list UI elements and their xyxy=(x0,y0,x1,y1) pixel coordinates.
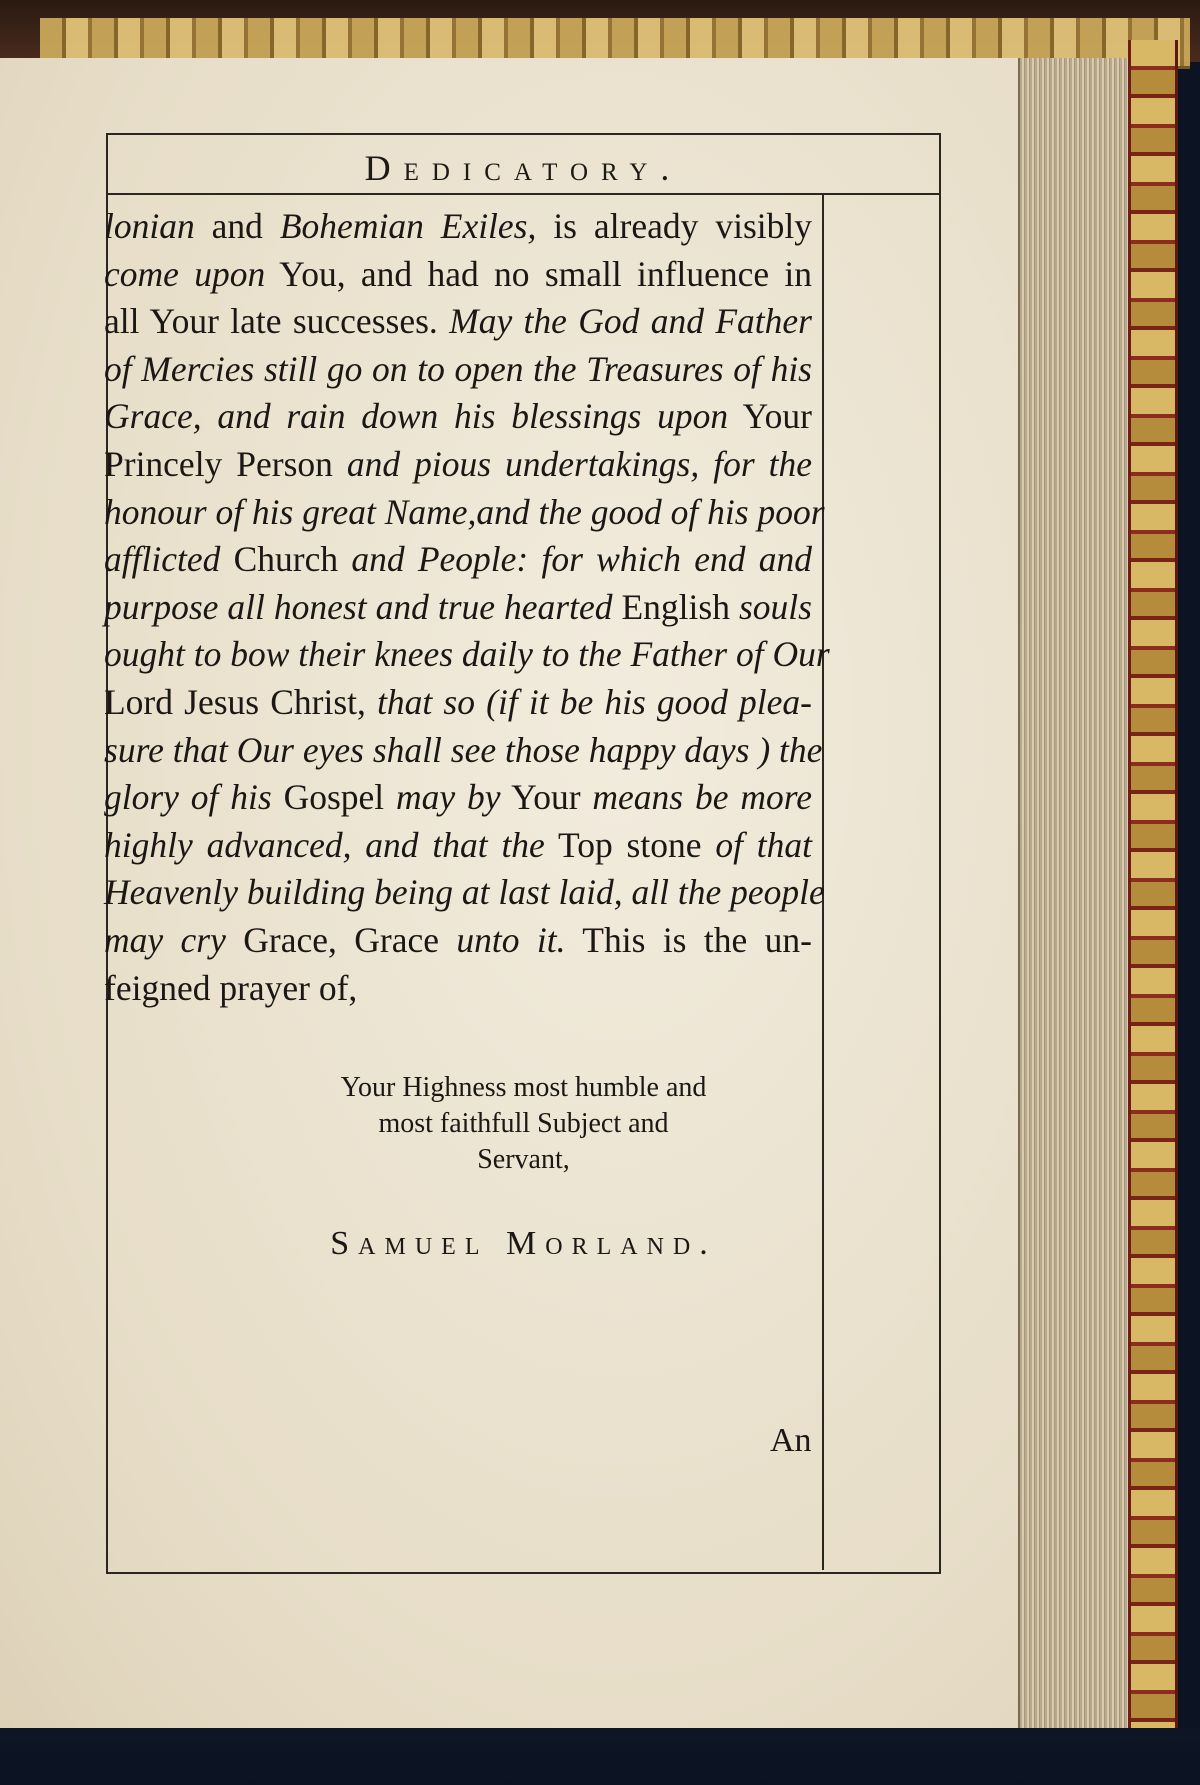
text-line xyxy=(104,441,812,489)
roman-run: Your xyxy=(728,396,812,437)
background-bottom xyxy=(0,1728,1200,1785)
italic-run: of Mercies still go on to open the Treasures of his xyxy=(104,348,812,389)
italic-run: and pious undertakings, for the xyxy=(346,443,812,484)
text-line xyxy=(104,251,812,299)
italic-run: honour of his great Name,and the good of his poor xyxy=(104,491,825,532)
signature: Samuel Morland. xyxy=(330,1225,717,1262)
text-line xyxy=(104,584,812,632)
italic-run: May the God and Father xyxy=(449,301,812,342)
italic-run: unto it. xyxy=(456,919,566,960)
text-line xyxy=(104,917,812,965)
text-line xyxy=(104,965,812,1013)
text-line xyxy=(104,346,812,394)
closing-block xyxy=(106,1070,941,1178)
roman-run: is already visibly xyxy=(536,206,812,246)
italic-run: lonian xyxy=(104,206,195,246)
italic-run: Bohemian Exiles, xyxy=(279,206,537,246)
text-line xyxy=(104,727,823,775)
text-line xyxy=(104,203,812,251)
closing-line-3: Servant, xyxy=(477,1144,570,1175)
running-head: Dedicatory. xyxy=(364,148,683,188)
text-line xyxy=(104,869,825,917)
italic-run: ought to bow their knees daily to the Father of Our xyxy=(104,634,830,675)
roman-run: This is the un- xyxy=(565,919,812,960)
head-rule xyxy=(106,193,941,195)
italic-run: Grace, and rain down his blessings upon xyxy=(104,396,729,437)
italic-run: may cry xyxy=(104,919,226,960)
roman-run: feigned prayer of, xyxy=(104,967,358,1008)
italic-run: that so (if it be his good plea- xyxy=(377,681,812,722)
italic-run: afflicted xyxy=(104,539,221,580)
gilt-edge-right xyxy=(1128,40,1178,1740)
roman-run: English xyxy=(612,586,739,627)
roman-run: Lord Jesus Christ, xyxy=(104,681,378,722)
roman-run: Gospel xyxy=(271,777,397,818)
italic-run: glory of his xyxy=(104,777,272,818)
text-line xyxy=(104,631,830,679)
roman-run: You, and had no small influence in xyxy=(265,253,812,294)
text-line xyxy=(104,822,812,870)
roman-run: Church xyxy=(220,539,352,580)
closing-line-2: most faithfull Subject and xyxy=(378,1108,669,1139)
roman-run: and xyxy=(194,206,280,246)
roman-run: Princely Person xyxy=(104,443,347,484)
roman-run: all Your late successes. xyxy=(104,301,450,342)
italic-run: purpose all honest and true hearted xyxy=(104,586,613,627)
italic-run: souls xyxy=(738,586,812,627)
roman-run: Top stone xyxy=(544,824,716,865)
top-rule xyxy=(106,133,941,135)
text-line xyxy=(104,489,825,537)
italic-run: sure that Our eyes shall see those happy days ) the xyxy=(104,729,823,770)
italic-run: highly advanced, and that the xyxy=(104,824,545,865)
roman-run: Your xyxy=(500,777,593,818)
text-line xyxy=(104,298,812,346)
italic-run: and People: for which end and xyxy=(351,539,812,580)
text-line xyxy=(104,393,812,441)
text-line xyxy=(104,536,812,584)
page-block-edges xyxy=(1018,58,1132,1728)
body-text xyxy=(104,203,830,1012)
text-line xyxy=(104,679,812,727)
italic-run: of that xyxy=(715,824,813,865)
bottom-rule xyxy=(106,1572,941,1574)
roman-run: Grace, Grace xyxy=(225,919,457,960)
closing-line-1: Your Highness most humble and xyxy=(340,1072,707,1103)
catchword: An xyxy=(770,1422,812,1459)
italic-run: Heavenly building being at last laid, all the people xyxy=(104,872,825,913)
italic-run: means be more xyxy=(592,777,812,818)
italic-run: come upon xyxy=(104,253,266,294)
italic-run: may by xyxy=(396,777,501,818)
text-line xyxy=(104,774,812,822)
